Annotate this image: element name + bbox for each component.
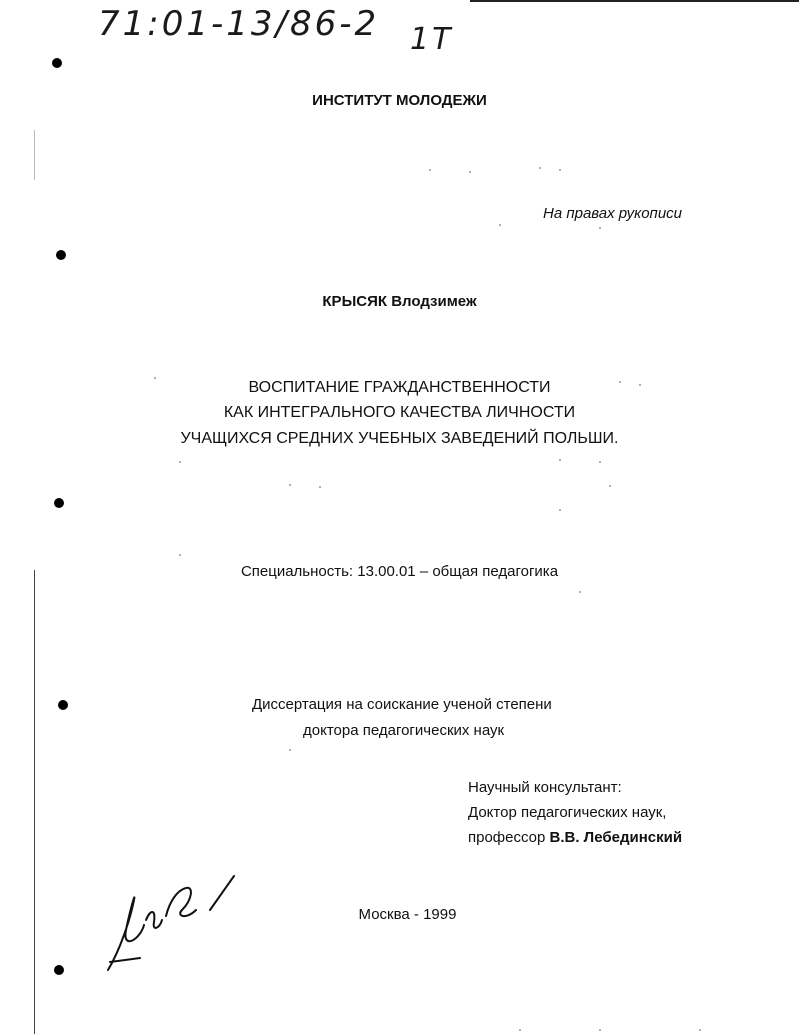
dissertation-degree-line-1: Диссертация на соискание ученой степени [252, 696, 552, 713]
consultant-title: профессор [468, 829, 546, 846]
place-year: Москва - 1999 [358, 906, 457, 923]
consultant-name: В.В. Лебединский [549, 829, 683, 846]
institution-name: ИНСТИТУТ МОЛОДЕЖИ [312, 92, 487, 109]
handwritten-note: 1Т [410, 22, 454, 57]
title-line-1: ВОСПИТАНИЕ ГРАЖДАНСТВЕННОСТИ [248, 379, 551, 396]
title-line-3: УЧАЩИХСЯ СРЕДНИХ УЧЕБНЫХ ЗАВЕДЕНИЙ ПОЛЬШИ. [180, 430, 619, 447]
consultant-label: Научный консультант: [468, 779, 622, 796]
consultant-degree: Доктор педагогических наук, [468, 804, 667, 821]
title-line-2: КАК ИНТЕГРАЛЬНОГО КАЧЕСТВА ЛИЧНОСТИ [223, 404, 576, 421]
rights-notice: На правах рукописи [543, 205, 682, 222]
dissertation-degree-line-2: доктора педагогических наук [303, 722, 505, 739]
handwritten-catalog-number: 71:01-13/86-2 [98, 4, 380, 44]
author-name: КРЫСЯК Влодзимеж [322, 293, 477, 310]
specialty: Специальность: 13.00.01 – общая педагогика [240, 563, 559, 580]
